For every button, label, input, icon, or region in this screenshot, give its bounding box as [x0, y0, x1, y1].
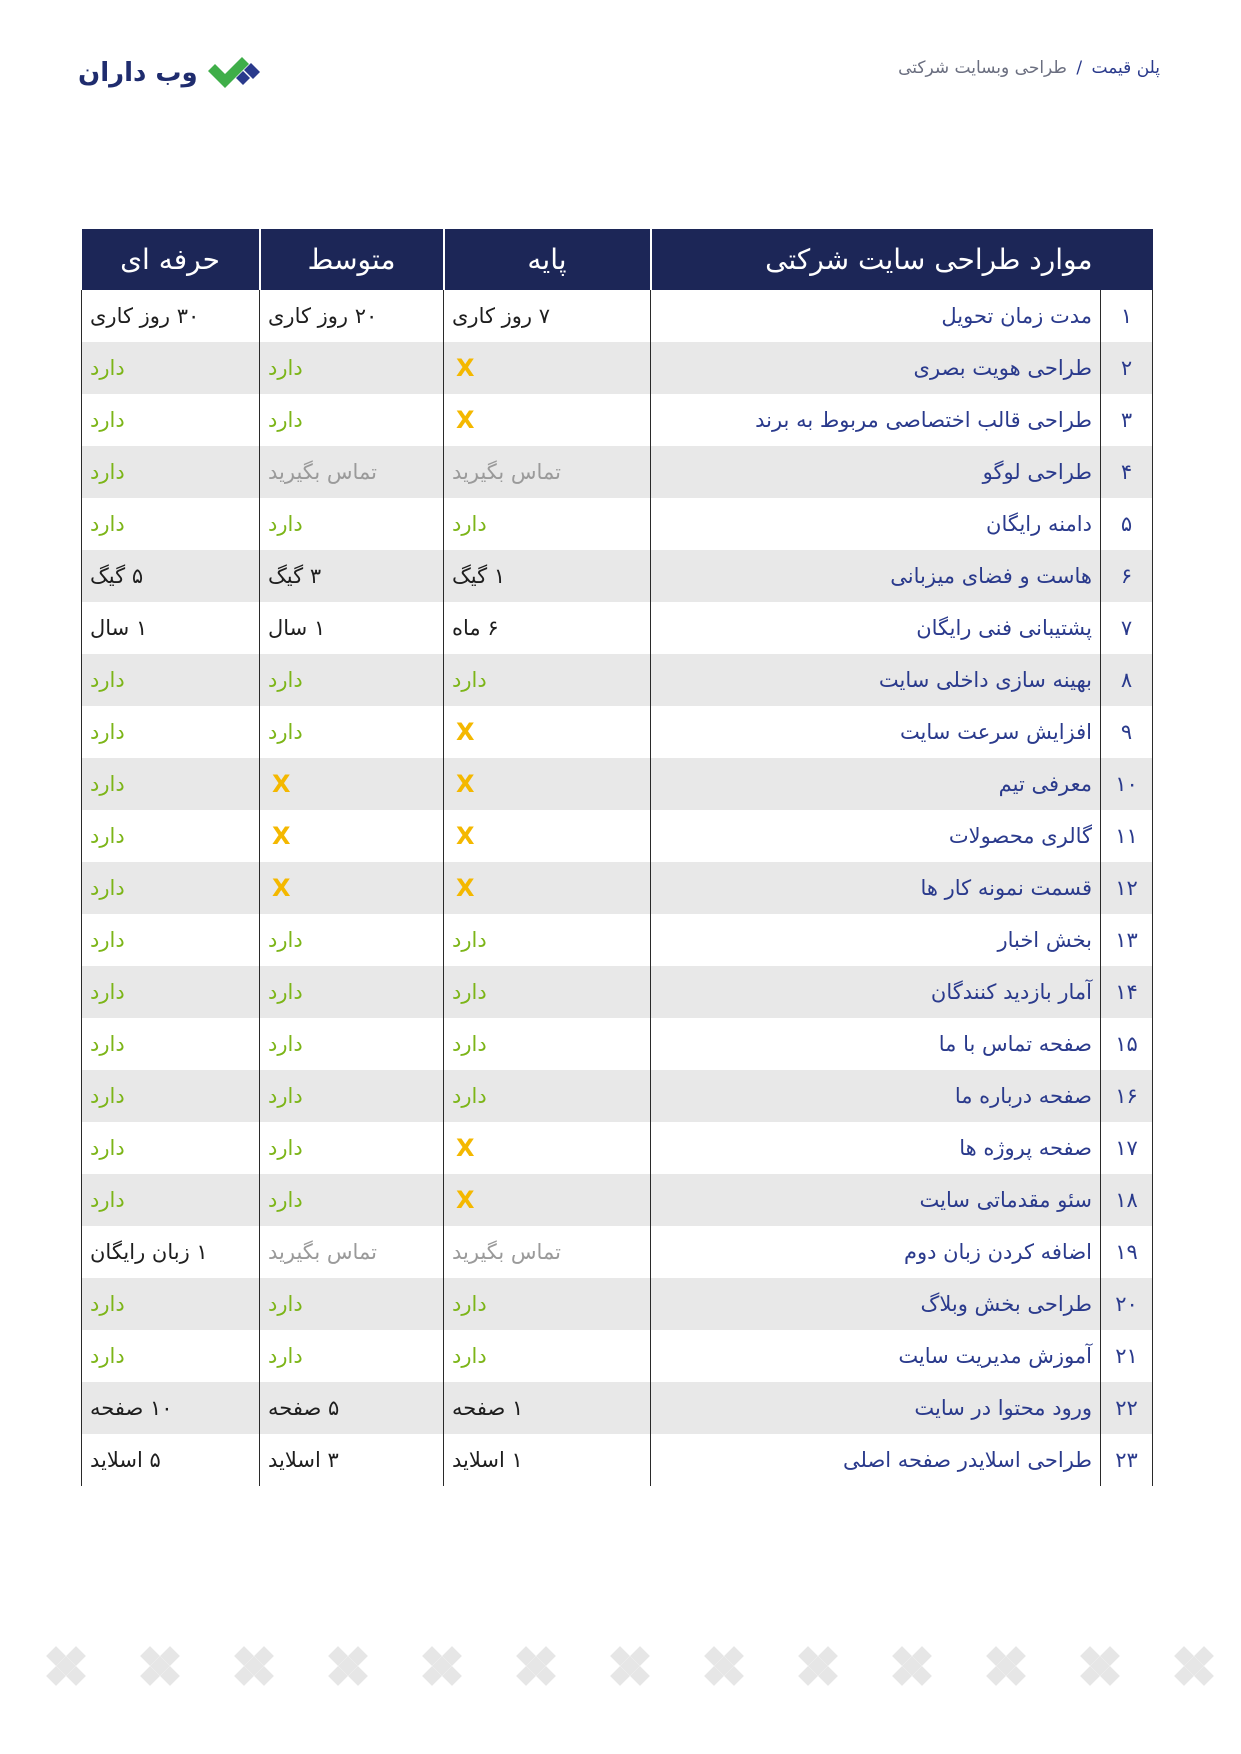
feature-name: طراحی بخش وبلاگ [651, 1278, 1101, 1330]
x-cross-icon [698, 1640, 750, 1692]
plan-basic-value: دارد [444, 1070, 651, 1122]
plan-basic-value: X [444, 810, 651, 862]
plan-medium-value: دارد [260, 1330, 444, 1382]
x-cross-icon [1074, 1640, 1126, 1692]
plan-pro-value: دارد [82, 862, 260, 914]
plan-medium-value: دارد [260, 342, 444, 394]
breadcrumb-separator: / [1076, 58, 1083, 78]
plan-medium-value: ۱ سال [260, 602, 444, 654]
row-number: ۸ [1101, 654, 1153, 706]
x-cross-icon [134, 1640, 186, 1692]
breadcrumb-parent[interactable]: پلن قیمت [1091, 58, 1160, 78]
row-number: ۷ [1101, 602, 1153, 654]
plan-basic-value: ۶ ماه [444, 602, 651, 654]
plan-medium-value: دارد [260, 654, 444, 706]
logo [78, 50, 262, 96]
plan-pro-value: دارد [82, 342, 260, 394]
plan-pro-value: ۱ زبان رایگان [82, 1226, 260, 1278]
x-cross-icon [510, 1640, 562, 1692]
plan-basic-value: دارد [444, 1018, 651, 1070]
row-number: ۲۳ [1101, 1434, 1153, 1486]
plan-pro-value: دارد [82, 394, 260, 446]
feature-name: ورود محتوا در سایت [651, 1382, 1101, 1434]
plan-basic-value: X [444, 394, 651, 446]
x-cross-icon [886, 1640, 938, 1692]
plan-basic-value: تماس بگیرید [444, 446, 651, 498]
table-row [82, 758, 1153, 810]
row-number: ۱۲ [1101, 862, 1153, 914]
feature-name: پشتیبانی فنی رایگان [651, 602, 1101, 654]
row-number: ۱۹ [1101, 1226, 1153, 1278]
x-cross-icon [322, 1640, 374, 1692]
feature-name: بخش اخبار [651, 914, 1101, 966]
table-row [82, 1278, 1153, 1330]
breadcrumb-current: طراحی وبسایت شرکتی [898, 58, 1067, 78]
plan-basic-value: دارد [444, 1278, 651, 1330]
plan-pro-value: ۵ گیگ [82, 550, 260, 602]
table-row [82, 966, 1153, 1018]
row-number: ۱۵ [1101, 1018, 1153, 1070]
feature-name: دامنه رایگان [651, 498, 1101, 550]
plan-medium-value: تماس بگیرید [260, 446, 444, 498]
breadcrumb [898, 58, 1160, 78]
x-cross-icon [792, 1640, 844, 1692]
plan-pro-value: دارد [82, 654, 260, 706]
table-row [82, 1434, 1153, 1486]
table-row [82, 1070, 1153, 1122]
row-number: ۱۳ [1101, 914, 1153, 966]
plan-medium-value: دارد [260, 1278, 444, 1330]
feature-name: هاست و فضای میزبانی [651, 550, 1101, 602]
feature-name: آمار بازدید کنندگان [651, 966, 1101, 1018]
feature-name: صفحه درباره ما [651, 1070, 1101, 1122]
plan-pro-value: دارد [82, 1018, 260, 1070]
row-number: ۱ [1101, 290, 1153, 342]
x-cross-icon [604, 1640, 656, 1692]
row-number: ۲۰ [1101, 1278, 1153, 1330]
plan-basic-value: X [444, 758, 651, 810]
row-number: ۴ [1101, 446, 1153, 498]
feature-name: طراحی لوگو [651, 446, 1101, 498]
table-row [82, 1330, 1153, 1382]
plan-medium-value: X [260, 862, 444, 914]
row-number: ۵ [1101, 498, 1153, 550]
plan-medium-value: دارد [260, 914, 444, 966]
feature-name: بهینه سازی داخلی سایت [651, 654, 1101, 706]
plan-basic-value: ۱ گیگ [444, 550, 651, 602]
plan-medium-value: دارد [260, 498, 444, 550]
plan-pro-value: دارد [82, 706, 260, 758]
plan-basic-value: X [444, 1174, 651, 1226]
feature-name: گالری محصولات [651, 810, 1101, 862]
plan-basic-value: X [444, 862, 651, 914]
plan-medium-value: دارد [260, 966, 444, 1018]
plan-medium-value: دارد [260, 1122, 444, 1174]
plan-pro-value: ۱ سال [82, 602, 260, 654]
plan-basic-value: دارد [444, 966, 651, 1018]
plan-pro-value: دارد [82, 966, 260, 1018]
plan-pro-value: دارد [82, 1070, 260, 1122]
plan-basic-value: دارد [444, 498, 651, 550]
table-row [82, 1382, 1153, 1434]
plan-basic-value: دارد [444, 1330, 651, 1382]
plan-basic-value: X [444, 342, 651, 394]
plan-medium-value: X [260, 758, 444, 810]
plan-medium-value: دارد [260, 1174, 444, 1226]
table-row [82, 1018, 1153, 1070]
feature-name: آموزش مدیریت سایت [651, 1330, 1101, 1382]
feature-name: طراحی اسلایدر صفحه اصلی [651, 1434, 1101, 1486]
table-row [82, 602, 1153, 654]
plan-pro-value: دارد [82, 810, 260, 862]
plan-basic-value: دارد [444, 914, 651, 966]
plan-medium-value: دارد [260, 1070, 444, 1122]
table-row [82, 342, 1153, 394]
feature-name: صفحه پروژه ها [651, 1122, 1101, 1174]
row-number: ۹ [1101, 706, 1153, 758]
feature-name: صفحه تماس با ما [651, 1018, 1101, 1070]
row-number: ۳ [1101, 394, 1153, 446]
plan-basic-value: ۷ روز کاری [444, 290, 651, 342]
table-row [82, 706, 1153, 758]
plan-medium-value: دارد [260, 394, 444, 446]
plan-basic-value: دارد [444, 654, 651, 706]
plan-pro-value: ۱۰ صفحه [82, 1382, 260, 1434]
table-row [82, 914, 1153, 966]
feature-name: سئو مقدماتی سایت [651, 1174, 1101, 1226]
feature-name: طراحی قالب اختصاصی مربوط به برند [651, 394, 1101, 446]
feature-name: معرفی تیم [651, 758, 1101, 810]
plan-pro-value: دارد [82, 1122, 260, 1174]
table-row [82, 1122, 1153, 1174]
plan-basic-value: تماس بگیرید [444, 1226, 651, 1278]
plan-medium-value: دارد [260, 1018, 444, 1070]
footer-pattern [40, 1640, 1220, 1700]
table-row [82, 810, 1153, 862]
row-number: ۲۲ [1101, 1382, 1153, 1434]
row-number: ۱۶ [1101, 1070, 1153, 1122]
row-number: ۱۸ [1101, 1174, 1153, 1226]
plan-pro-value: ۵ اسلاید [82, 1434, 260, 1486]
plan-basic-value: ۱ صفحه [444, 1382, 651, 1434]
plan-pro-value: دارد [82, 1278, 260, 1330]
table-row [82, 394, 1153, 446]
row-number: ۶ [1101, 550, 1153, 602]
feature-name: قسمت نمونه کار ها [651, 862, 1101, 914]
table-row [82, 290, 1153, 342]
table-row [82, 1174, 1153, 1226]
row-number: ۲۱ [1101, 1330, 1153, 1382]
feature-name: افزایش سرعت سایت [651, 706, 1101, 758]
table-row [82, 550, 1153, 602]
table-row [82, 498, 1153, 550]
header-features: موارد طراحی سایت شرکتی [651, 229, 1153, 290]
x-cross-icon [980, 1640, 1032, 1692]
plan-pro-value: دارد [82, 1174, 260, 1226]
table-row [82, 654, 1153, 706]
page-header [0, 0, 1241, 150]
plan-medium-value: تماس بگیرید [260, 1226, 444, 1278]
x-cross-icon [228, 1640, 280, 1692]
plan-medium-value: X [260, 810, 444, 862]
row-number: ۲ [1101, 342, 1153, 394]
feature-name: اضافه کردن زبان دوم [651, 1226, 1101, 1278]
plan-medium-value: ۵ صفحه [260, 1382, 444, 1434]
header-medium: متوسط [260, 229, 444, 290]
plan-pro-value: دارد [82, 758, 260, 810]
plan-basic-value: X [444, 706, 651, 758]
x-cross-icon [416, 1640, 468, 1692]
plan-medium-value: ۳ اسلاید [260, 1434, 444, 1486]
plan-basic-value: ۱ اسلاید [444, 1434, 651, 1486]
x-cross-icon [40, 1640, 92, 1692]
plan-medium-value: ۳ گیگ [260, 550, 444, 602]
header-pro: حرفه ای [82, 229, 260, 290]
row-number: ۱۰ [1101, 758, 1153, 810]
header-basic: پایه [444, 229, 651, 290]
row-number: ۱۷ [1101, 1122, 1153, 1174]
plan-basic-value: X [444, 1122, 651, 1174]
table-row [82, 1226, 1153, 1278]
x-cross-icon [1168, 1640, 1220, 1692]
plan-medium-value: ۲۰ روز کاری [260, 290, 444, 342]
plan-pro-value: دارد [82, 446, 260, 498]
table-row [82, 446, 1153, 498]
logo-text: وب داران [78, 58, 198, 88]
pricing-table [81, 229, 1153, 1486]
logo-check-icon [206, 56, 262, 90]
plan-medium-value: دارد [260, 706, 444, 758]
row-number: ۱۱ [1101, 810, 1153, 862]
plan-pro-value: ۳۰ روز کاری [82, 290, 260, 342]
plan-pro-value: دارد [82, 498, 260, 550]
feature-name: طراحی هویت بصری [651, 342, 1101, 394]
row-number: ۱۴ [1101, 966, 1153, 1018]
plan-pro-value: دارد [82, 1330, 260, 1382]
table-row [82, 862, 1153, 914]
feature-name: مدت زمان تحویل [651, 290, 1101, 342]
table-header-row [82, 229, 1153, 290]
plan-pro-value: دارد [82, 914, 260, 966]
